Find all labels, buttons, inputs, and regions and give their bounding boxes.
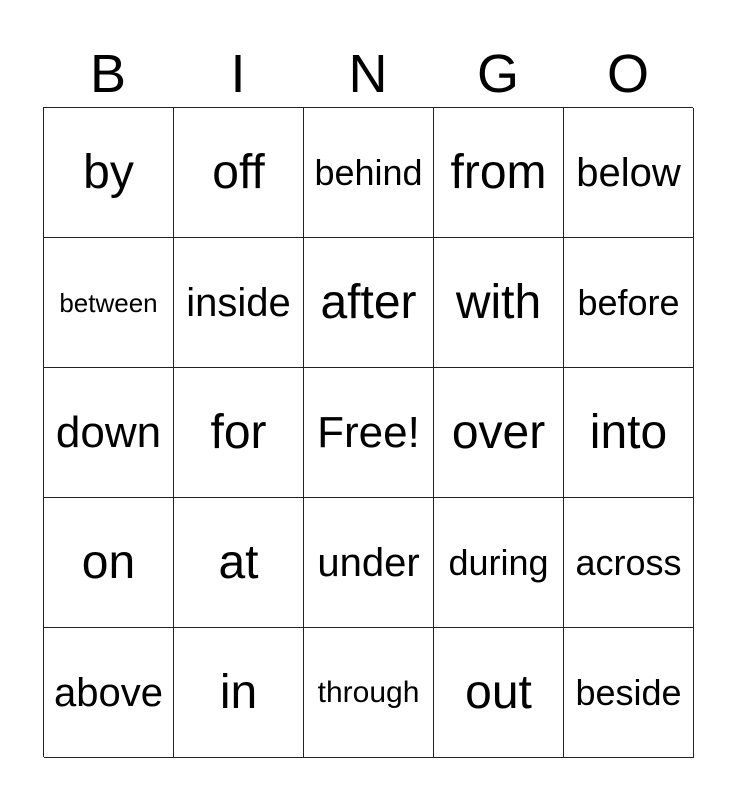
bingo-cell: before — [564, 238, 694, 368]
bingo-cell: across — [564, 498, 694, 628]
bingo-cell: for — [174, 368, 304, 498]
header-letter-n: N — [348, 44, 388, 104]
bingo-cell: behind — [304, 108, 434, 238]
bingo-cell: into — [564, 368, 694, 498]
bingo-cell: from — [434, 108, 564, 238]
bingo-cell: below — [564, 108, 694, 238]
bingo-cell: beside — [564, 628, 694, 758]
header-letter-b: B — [89, 44, 127, 104]
bingo-cell: on — [44, 498, 174, 628]
bingo-cell: in — [174, 628, 304, 758]
bingo-cell: over — [434, 368, 564, 498]
bingo-cell: off — [174, 108, 304, 238]
header-letter-i: I — [230, 44, 246, 104]
bingo-cell: after — [304, 238, 434, 368]
bingo-cell: down — [44, 368, 174, 498]
bingo-cell: out — [434, 628, 564, 758]
bingo-cell: between — [44, 238, 174, 368]
bingo-cell: above — [44, 628, 174, 758]
bingo-header — [43, 40, 693, 108]
bingo-cell: by — [44, 108, 174, 238]
bingo-cell-free: Free! — [304, 368, 434, 498]
bingo-cell: at — [174, 498, 304, 628]
bingo-cell: with — [434, 238, 564, 368]
bingo-cell: under — [304, 498, 434, 628]
bingo-cell: inside — [174, 238, 304, 368]
bingo-cell: during — [434, 498, 564, 628]
header-letter-g: G — [476, 44, 519, 104]
bingo-card — [43, 107, 693, 757]
header-letter-o: O — [606, 44, 649, 104]
bingo-cell: through — [304, 628, 434, 758]
